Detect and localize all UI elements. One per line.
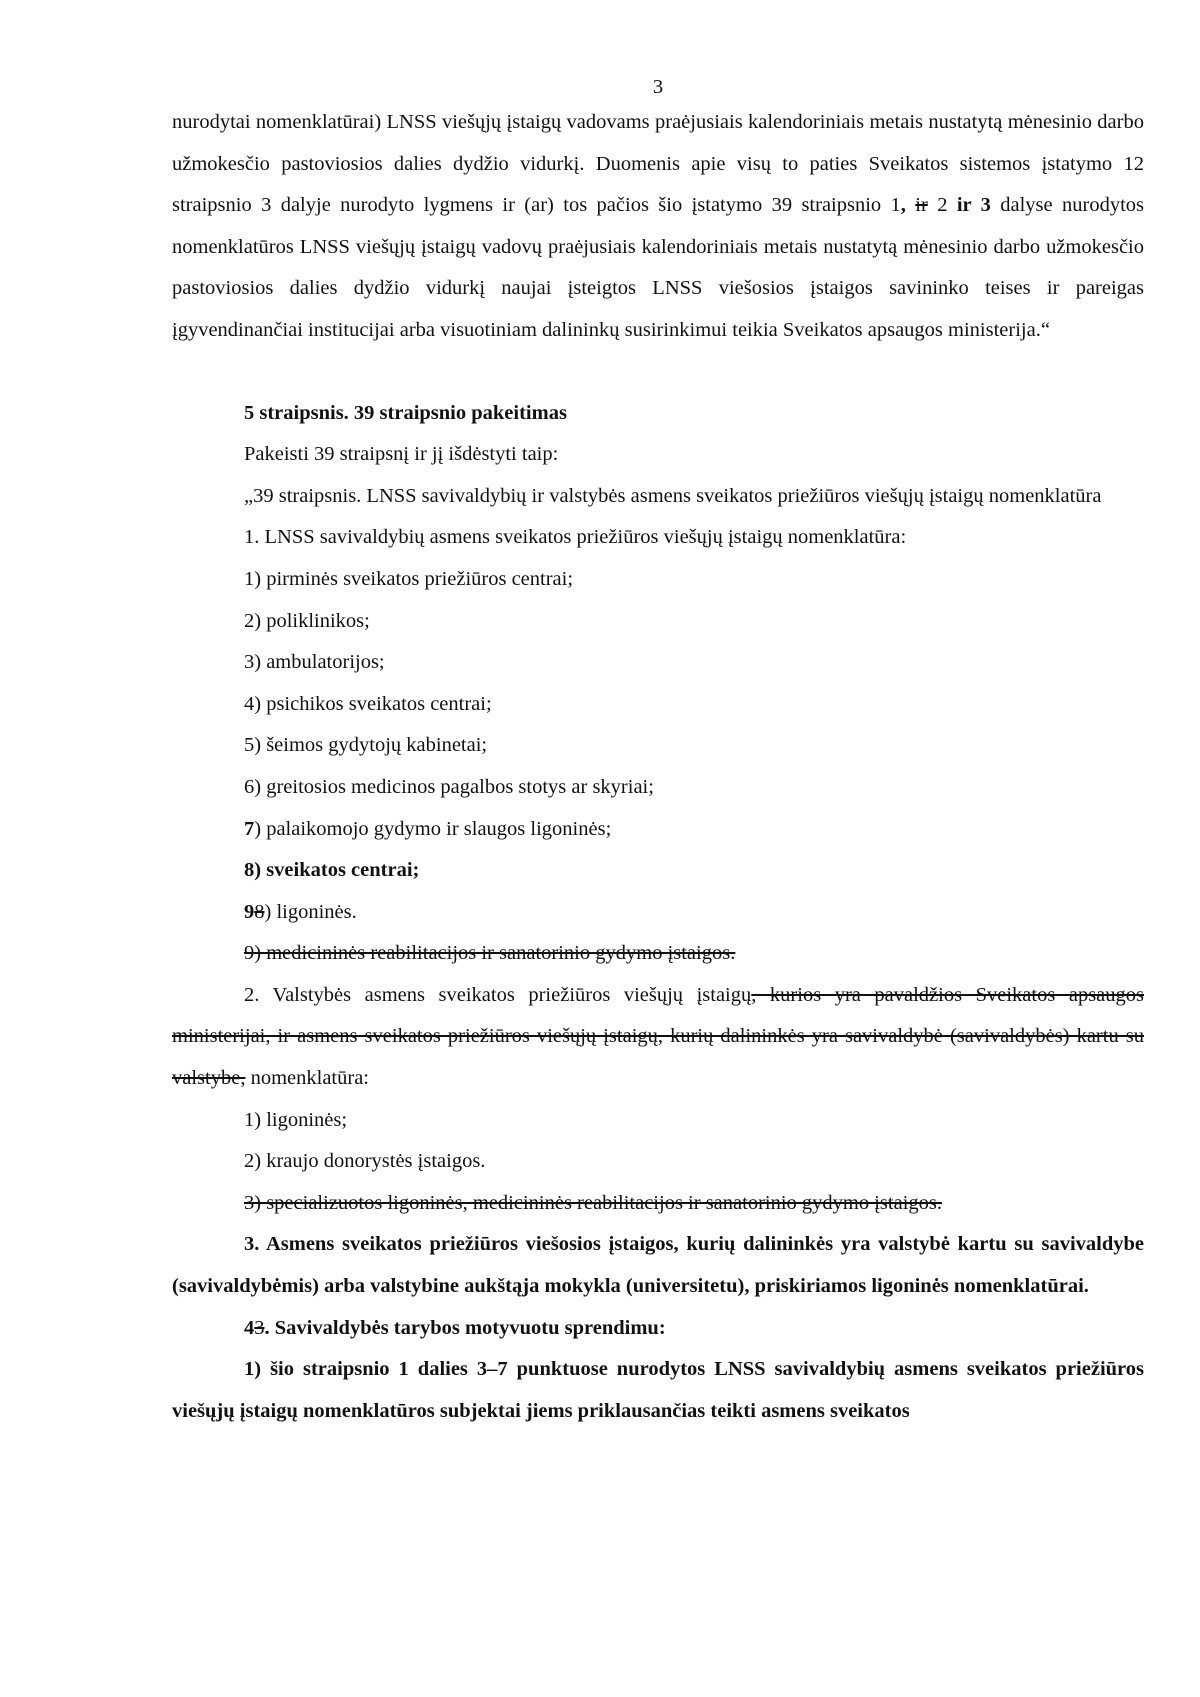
list-item-deleted: 9) medicininės reabilitacijos ir sanatorinio gydymo įstaigos. (244, 942, 736, 965)
inserted-number: 4 (244, 1316, 255, 1339)
list-item: 2) poliklinikos; (244, 609, 370, 632)
part-3-text: 3. Asmens sveikatos priežiūros viešosios įstaigos, kurių dalininkės yra valstybė kartu su savivaldybe (savivaldybėmis) arba valstybine aukštąja mokykla (universitetu), priskiriamos ligoninės nomenklatūrai. (172, 1233, 1144, 1298)
deleted-number: 8 (254, 900, 265, 923)
list-item (172, 809, 1144, 851)
list-item-text: ) palaikomojo gydymo ir slaugos ligoninės; (254, 817, 612, 840)
deleted-number: 3 (254, 1316, 265, 1339)
part-4-rest: . Savivaldybės tarybos motyvuotu sprendimu: (264, 1316, 666, 1339)
text-run: nurodytai nomenklatūrai) LNSS viešųjų įstaigų vadovams praėjusiais kalendoriniais metais nustatytą mėnesinio darbo užmokesčio pastoviosios dalies dydžio vidurkį. Duomenis apie visų to paties Sveikatos sistemos įstatymo 12 straipsnio 3 dalyje nurodyto lygmens ir (ar) tos pačios šio įstatymo 39 straipsnio 1 (172, 111, 1144, 217)
spacer (172, 352, 1144, 393)
deleted-text: ir (915, 194, 928, 217)
part-4-item-1: 1) šio straipsnio 1 dalies 3–7 punktuose nurodytos LNSS savivaldybių asmens sveikatos priežiūros viešųjų įstaigų nomenklatūros subjektai jiems priklausančias teikti asmens sveikatos (172, 1358, 1144, 1422)
text-run: nomenklatūra: (245, 1067, 369, 1090)
inserted-number: 9 (244, 900, 255, 923)
text-run: 2 (927, 194, 957, 217)
paragraph-continuation (172, 102, 1144, 352)
inserted-text: , (900, 194, 916, 217)
list-item (172, 892, 1144, 934)
page-number: 3 (652, 76, 664, 98)
list-item: 1) pirminės sveikatos priežiūros centrai; (244, 567, 574, 590)
deleted-text: , kurios yra pavaldžios Sveikatos apsaugos ministerijai, ir asmens sveikatos priežiūros viešųjų įstaigų, kurių dalininkės yra savivaldybė (savivaldybės) kartu su valstybe, (172, 983, 1145, 1090)
list-item: 5) šeimos gydytojų kabinetai; (244, 734, 488, 757)
part-2-text (172, 975, 1144, 1100)
list-item: 2) kraujo donorystės įstaigos. (244, 1150, 486, 1173)
list-item: 4) psichikos sveikatos centrai; (244, 692, 492, 715)
article-heading: 5 straipsnis. 39 straipsnio pakeitimas (244, 401, 567, 424)
document-page (172, 72, 1144, 1432)
list-item: 3) ambulatorijos; (244, 651, 385, 674)
text-run: dalyse nurodytos nomenklatūros LNSS viešųjų įstaigų vadovų praėjusiais kalendoriniais metais nustatytą mėnesinio darbo užmokesčio pastoviosios dalies dydžio vidurkį naujai įsteigtos LNSS viešosios įstaigos savininko teises ir pareigas įgyvendinančiai institucijai arba visuotiniam dalininkų susirinkimui teikia Sveikatos apsaugos ministerija.“ (172, 194, 1144, 341)
list-item-deleted: 3) specializuotos ligoninės, medicininės reabilitacijos ir sanatorinio gydymo įstaigos. (244, 1191, 943, 1214)
list-item: 1) ligoninės; (244, 1108, 348, 1131)
part-1-text: 1. LNSS savivaldybių asmens sveikatos priežiūros viešųjų įstaigų nomenklatūra: (244, 526, 907, 549)
list-item: 6) greitosios medicinos pagalbos stotys ar skyriai; (244, 775, 654, 798)
list-item-text: ) ligoninės. (264, 900, 357, 923)
inserted-text: ir 3 (956, 194, 991, 217)
article-39-title: „39 straipsnis. LNSS savivaldybių ir valstybės asmens sveikatos priežiūros viešųjų įstaigų nomenklatūra (244, 484, 1102, 507)
text-run: 2. Valstybės asmens sveikatos priežiūros viešųjų įstaigų (244, 983, 752, 1006)
article-intro: Pakeisti 39 straipsnį ir jį išdėstyti taip: (244, 443, 559, 466)
inserted-text: 7 (244, 817, 255, 840)
list-item-inserted: 8) sveikatos centrai; (244, 859, 420, 882)
part-4-text (172, 1308, 1144, 1350)
